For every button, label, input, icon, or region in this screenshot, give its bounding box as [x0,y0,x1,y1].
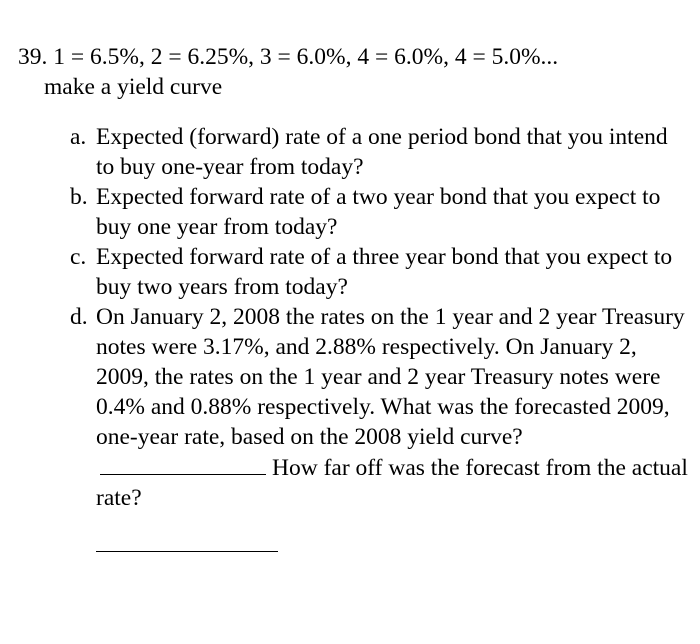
answer-blank-forecast[interactable] [100,452,266,475]
part-a [18,122,688,182]
part-c-text: Expected forward rate of a three year bond that you expect to buy two years from today? [96,244,673,300]
stem-line-1: 1 = 6.5%, 2 = 6.25%, 3 = 6.0%, 4 = 6.0%, 4 = 5.0%... [53,44,559,70]
part-b-text: Expected forward rate of a two year bond that you expect to buy one year from today? [96,184,661,240]
part-b [18,182,688,242]
part-a-text: Expected (forward) rate of a one period bond that you intend to buy one-year from today? [96,124,668,180]
problem-number: 39. [18,44,48,70]
part-b-letter: b. [70,184,88,210]
part-a-letter: a. [70,124,87,150]
part-d-letter: d. [70,304,88,330]
answer-blank-difference[interactable] [96,527,278,552]
problem-parts [18,122,688,552]
part-d-text-2: How far off was the forecast from the actual rate? [96,455,688,511]
problem-stem [18,42,688,102]
part-c [18,242,688,302]
part-c-letter: c. [70,244,87,270]
part-d-text-1: On January 2, 2008 the rates on the 1 year and 2 year Treasury notes were 3.17%, and 2.88% respectively. On January 2, 2009, the rates on the 1 year and 2 year Treasury notes were 0.4% and 0.88% respectively. What was the forecasted 2009, one-year rate, based on the 2008 yield curve? [96,304,685,450]
problem-39 [18,42,688,552]
part-d [18,302,688,552]
stem-line-2: make a yield curve [44,74,223,100]
